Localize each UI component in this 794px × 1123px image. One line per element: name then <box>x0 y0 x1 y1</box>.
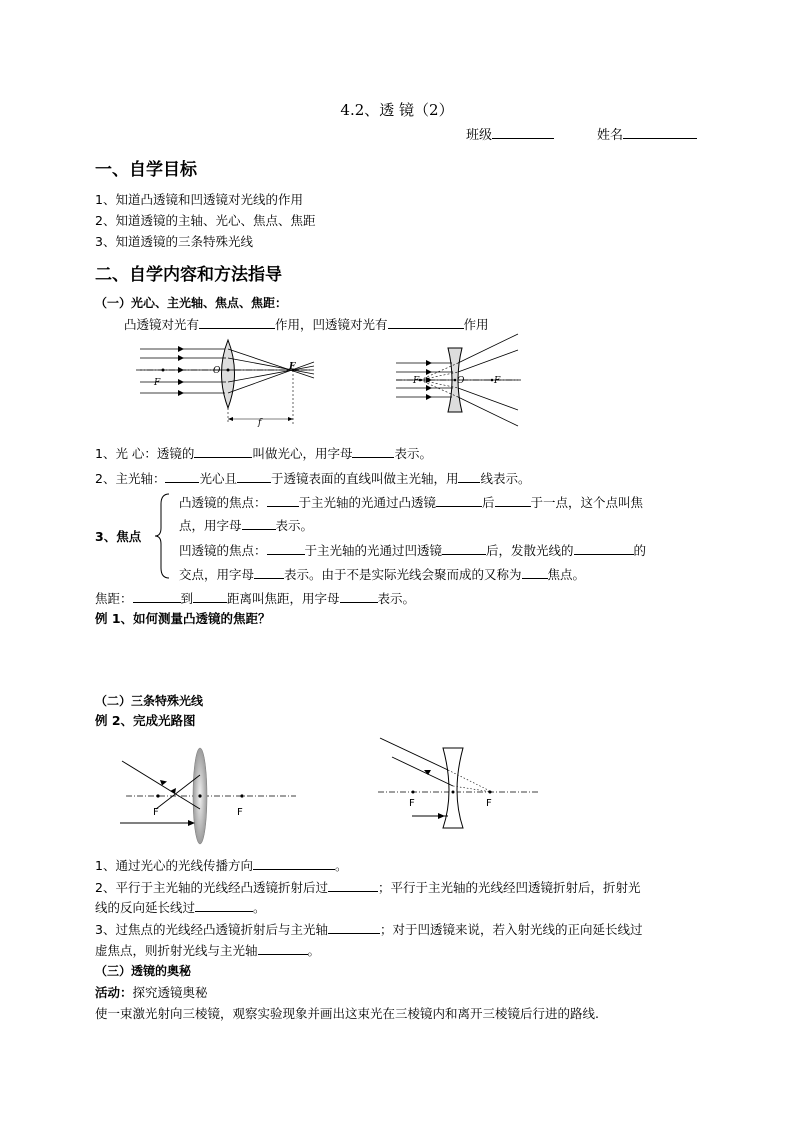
q3-line1: 3、过焦点的光线经凸透镜折射后与主光轴 ；对于凹透镜来说，若入射光线的正向延长线过 <box>95 922 643 937</box>
convex-label-o: O <box>213 366 221 376</box>
concave-label-o: O <box>457 376 465 386</box>
q3-line2: 虚焦点，则折射光线与主光轴 。 <box>95 943 321 958</box>
blank[interactable] <box>522 565 548 579</box>
q2-line2: 线的反向延长线过 。 <box>95 900 266 915</box>
activity-instruction: 使一束激光射向三棱镜，观察实验现象并画出这束光在三棱镜内和离开三棱镜后行进的路线. <box>95 1006 599 1021</box>
sub2-heading: （二）三条特殊光线 <box>95 694 204 708</box>
example1: 例 1、如何测量凸透镜的焦距？ <box>95 611 271 626</box>
blank[interactable] <box>133 589 181 603</box>
focus-brace <box>153 492 173 580</box>
blank[interactable] <box>436 493 482 507</box>
name-label: 姓名 <box>597 128 624 143</box>
right-diagram-f1: F <box>409 798 415 809</box>
blank[interactable] <box>388 315 464 329</box>
goal-item: 1、知道凸透镜和凹透镜对光线的作用 <box>95 192 303 207</box>
convex-lens-figure <box>136 338 316 430</box>
class-label: 班级 <box>466 128 493 143</box>
q1-line: 1、通过光心的光线传播方向 。 <box>95 858 348 873</box>
blank[interactable] <box>258 941 308 955</box>
blank[interactable] <box>267 493 299 507</box>
example2: 例 2、完成光路图 <box>95 713 196 728</box>
activity-line: 活动：探究透镜奥秘 <box>95 985 208 1000</box>
class-blank[interactable] <box>492 125 554 139</box>
goal-item: 2、知道透镜的主轴、光心、焦点、焦距 <box>95 213 316 228</box>
concave-ray-diagram <box>374 730 544 830</box>
focal-length-line: 焦距： 到 距离叫焦距，用字母 表示。 <box>95 591 416 606</box>
name-blank[interactable] <box>623 125 697 139</box>
q2-line1: 2、平行于主光轴的光线经凸透镜折射后过 ；平行于主光轴的光线经凹透镜折射后，折射光 <box>95 880 641 895</box>
blank[interactable] <box>328 878 378 892</box>
section2-heading: 二、自学内容和方法指导 <box>95 265 282 285</box>
blank[interactable] <box>574 541 634 555</box>
blank[interactable] <box>242 516 276 530</box>
blank[interactable] <box>194 444 252 458</box>
blank[interactable] <box>340 589 378 603</box>
goal-item: 3、知道透镜的三条特殊光线 <box>95 234 253 249</box>
left-diagram-f1: F <box>153 807 159 818</box>
convex-label-focal: f <box>258 418 262 428</box>
section1-heading: 一、自学目标 <box>95 160 197 180</box>
concave-label-f-right: F <box>494 376 501 386</box>
concave-focus-line2: 交点，用字母 表示。由于不是实际光线会聚而成的又称为 焦点。 <box>179 567 586 582</box>
blank[interactable] <box>495 493 531 507</box>
blank[interactable] <box>237 469 271 483</box>
blank[interactable] <box>328 920 380 934</box>
lens-effect-line: 凸透镜对光有 作用，凹透镜对光有 作用 <box>124 317 489 332</box>
blank[interactable] <box>193 589 227 603</box>
focus-label: 3、焦点 <box>95 529 142 544</box>
blank[interactable] <box>442 541 486 555</box>
concave-label-f-left: F <box>413 376 420 386</box>
blank[interactable] <box>254 565 284 579</box>
main-axis-line: 2、主光轴： 光心且 于透镜表面的直线叫做主光轴，用 线表示。 <box>95 471 531 486</box>
convex-focus-line1: 凸透镜的焦点： 于主光轴的光通过凸透镜 后 于一点，这个点叫焦 <box>179 495 644 510</box>
sub1-heading: （一）光心、主光轴、焦点、焦距： <box>95 296 288 310</box>
optical-center-line: 1、光 心：透镜的 叫做光心，用字母 表示。 <box>95 446 432 461</box>
concave-lens-figure <box>396 346 526 416</box>
left-diagram-f2: F <box>237 807 243 818</box>
name-field <box>597 124 697 143</box>
blank[interactable] <box>352 444 394 458</box>
blank[interactable] <box>199 315 275 329</box>
convex-ray-diagram <box>118 745 298 845</box>
convex-label-f-right: F <box>289 362 296 372</box>
blank[interactable] <box>165 469 199 483</box>
convex-focus-line2: 点，用字母 表示。 <box>179 518 314 533</box>
blank[interactable] <box>195 898 253 912</box>
class-field <box>466 124 554 143</box>
blank[interactable] <box>458 469 480 483</box>
convex-label-f-left: F <box>154 378 161 388</box>
concave-focus-line1: 凹透镜的焦点： 于主光轴的光通过凹透镜 后，发散光线的 的 <box>179 543 647 558</box>
sub3-heading: （三）透镜的奥秘 <box>95 964 192 978</box>
right-diagram-f2: F <box>486 798 492 809</box>
page-title: 4.2、透 镜（2） <box>340 101 454 119</box>
blank[interactable] <box>253 856 335 870</box>
blank[interactable] <box>267 541 305 555</box>
